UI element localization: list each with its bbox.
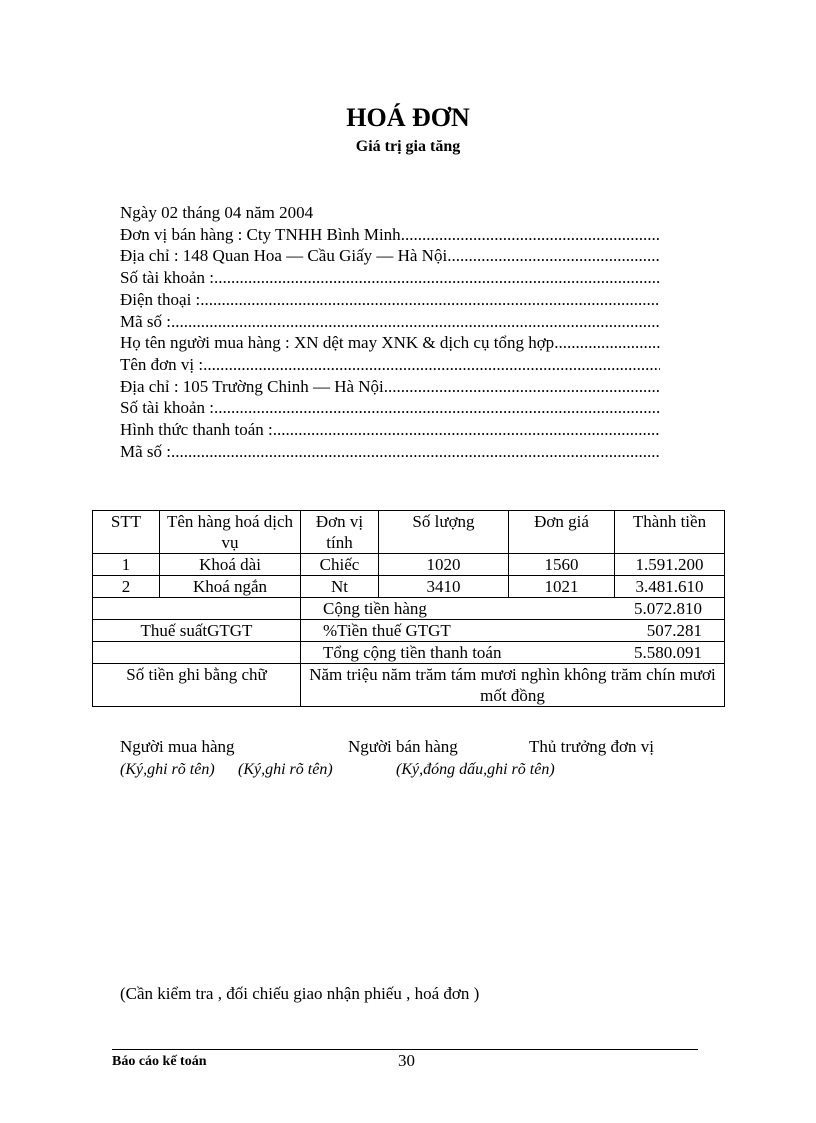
subtotal-label: Cộng tiền hàng [323, 599, 427, 618]
payment-method-line: Hình thức thanh toán : ..... [120, 419, 660, 441]
header-quantity: Số lượng [379, 511, 509, 554]
cell-unit: Chiếc [301, 554, 379, 576]
cell-quantity: 1020 [379, 554, 509, 576]
invoice-title: HOÁ ĐƠN [346, 103, 470, 132]
subtotal-cell [301, 598, 725, 620]
seller-code-line: Mã số : ..... [120, 311, 660, 333]
buyer-signature-note: (Ký,ghi rõ tên) [120, 761, 215, 778]
cell-unit-price: 1560 [509, 554, 615, 576]
invoice-table [92, 510, 725, 707]
subtotal-value: 5.072.810 [634, 599, 702, 618]
invoice-info-block [120, 202, 660, 462]
invoice-subtitle: Giá trị gia tăng [355, 138, 461, 155]
seller-signature-label: Người bán hàng [348, 737, 458, 756]
header-amount: Thành tiền [615, 511, 725, 554]
table-row [93, 554, 725, 576]
buyer-signature-label: Người mua hàng [120, 737, 235, 756]
cell-stt: 2 [93, 576, 160, 598]
head-signature-label: Thủ trưởng đơn vị [529, 737, 654, 756]
total-row [93, 642, 725, 664]
seller-address-line: Địa chỉ : 148 Quan Hoa — Cầu Giấy — Hà Nội ..... [120, 245, 660, 267]
tax-row [93, 620, 725, 642]
seller-signature-note: (Ký,ghi rõ tên) [238, 761, 333, 778]
cell-item-name: Khoá ngắn [160, 576, 301, 598]
seller-account-line: Số tài khoản : ..... [120, 267, 660, 289]
tax-rate-label: Thuế suấtGTGT [93, 620, 301, 642]
tax-value: 507.281 [646, 621, 702, 640]
total-value: 5.580.091 [634, 643, 702, 662]
amount-in-words-row [93, 664, 725, 707]
buyer-address-line: Địa chỉ : 105 Trường Chinh — Hà Nội ..... [120, 376, 660, 398]
header-item-name: Tên hàng hoá dịch vụ [160, 511, 301, 554]
head-signature-note: (Ký,đóng dấu,ghi rõ tên) [396, 761, 555, 778]
cell-item-name: Khoá dài [160, 554, 301, 576]
total-cell [301, 642, 725, 664]
header-unit-price: Đơn giá [509, 511, 615, 554]
footer-report-title: Báo cáo kế toán [112, 1054, 207, 1069]
cell-quantity: 3410 [379, 576, 509, 598]
cell-unit: Nt [301, 576, 379, 598]
header-stt: STT [93, 511, 160, 554]
cell-amount: 3.481.610 [615, 576, 725, 598]
seller-phone-line: Điện thoại : ..... [120, 289, 660, 311]
tax-cell [301, 620, 725, 642]
page-number: 30 [398, 1051, 415, 1070]
buyer-name-line: Họ tên người mua hàng : XN dệt may XNK & dịch cụ tổng hợp ..... [120, 332, 660, 354]
invoice-date: Ngày 02 tháng 04 năm 2004 [120, 203, 314, 222]
buyer-code-line: Mã số : ..... [120, 441, 660, 463]
words-value: Năm triệu năm trăm tám mươi nghìn không trăm chín mươi mốt đồng [301, 664, 725, 707]
footer-divider [112, 1049, 698, 1050]
tax-label: %Tiền thuế GTGT [323, 621, 451, 640]
check-note: (Cần kiểm tra , đối chiếu giao nhận phiếu , hoá đơn ) [120, 984, 480, 1003]
buyer-account-line: Số tài khoản : ..... [120, 397, 660, 419]
buyer-unit-line: Tên đơn vị : ..... [120, 354, 660, 376]
seller-unit-line: Đơn vị bán hàng : Cty TNHH Bình Minh ..... [120, 224, 660, 246]
cell-stt: 1 [93, 554, 160, 576]
header-unit: Đơn vị tính [301, 511, 379, 554]
table-header-row [93, 511, 725, 554]
subtotal-row [93, 598, 725, 620]
total-label: Tổng cộng tiền thanh toán [323, 643, 502, 662]
cell-amount: 1.591.200 [615, 554, 725, 576]
words-label: Số tiền ghi bằng chữ [93, 664, 301, 707]
cell-unit-price: 1021 [509, 576, 615, 598]
table-row [93, 576, 725, 598]
